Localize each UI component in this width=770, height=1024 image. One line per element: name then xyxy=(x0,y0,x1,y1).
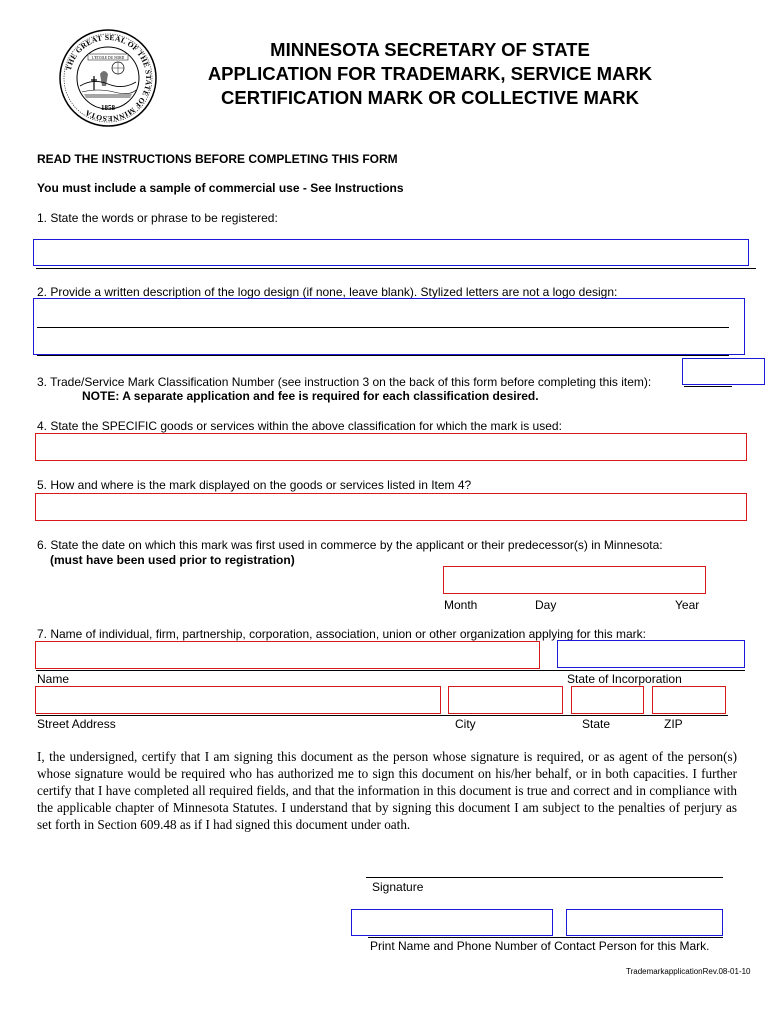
item-2-label: 2. Provide a written description of the logo design (if none, leave blank). Stylized letters are not a logo design: xyxy=(37,285,618,299)
zip-caption: ZIP xyxy=(664,717,683,731)
contact-phone-input[interactable] xyxy=(566,909,723,936)
address-underline xyxy=(36,715,728,716)
applicant-name-input[interactable] xyxy=(35,641,540,669)
seal-banner-text: L'ETOILE DU NORD xyxy=(91,56,125,60)
item-3-label: 3. Trade/Service Mark Classification Number (see instruction 3 on the back of this form before completing this item): xyxy=(37,375,652,389)
signature-label: Signature xyxy=(372,880,424,894)
date-month-label: Month xyxy=(444,598,478,612)
item-7-label: 7. Name of individual, firm, partnership, corporation, association, union or other organization applying for this mark: xyxy=(37,627,646,641)
item-6-note: (must have been used prior to registration) xyxy=(50,553,295,567)
mark-display-input[interactable] xyxy=(35,493,747,521)
form-title-line-3: CERTIFICATION MARK OR COLLECTIVE MARK xyxy=(221,87,639,108)
item-4-label: 4. State the SPECIFIC goods or services within the above classification for which the mark is used: xyxy=(37,419,562,433)
words-phrase-input[interactable] xyxy=(33,239,749,266)
state-seal-icon xyxy=(58,28,158,128)
seal-year: 1858 xyxy=(101,104,115,112)
date-year-label: Year xyxy=(675,598,700,612)
name-caption: Name xyxy=(37,672,70,686)
item-3-note: NOTE: A separate application and fee is required for each classification desired. xyxy=(82,389,539,403)
item-1-underline xyxy=(36,268,756,269)
revision-code: TrademarkapplicationRev.08-01-10 xyxy=(626,967,751,976)
name-underline xyxy=(36,670,745,671)
form-title-line-1: MINNESOTA SECRETARY OF STATE xyxy=(270,39,590,60)
item-3-underline xyxy=(684,386,732,387)
signature-line[interactable] xyxy=(366,877,723,878)
item-6-label: 6. State the date on which this mark was first used in commerce by the applicant or their predecessor(s) in Minnesota: xyxy=(37,538,663,552)
item-5-label: 5. How and where is the mark displayed on the goods or services listed in Item 4? xyxy=(37,478,472,492)
read-instructions-notice: READ THE INSTRUCTIONS BEFORE COMPLETING THIS FORM xyxy=(37,152,398,166)
city-caption: City xyxy=(455,717,476,731)
goods-services-input[interactable] xyxy=(35,433,747,461)
contact-name-input[interactable] xyxy=(351,909,553,936)
contact-label: Print Name and Phone Number of Contact Person for this Mark. xyxy=(370,939,710,953)
city-input[interactable] xyxy=(448,686,563,714)
contact-underline xyxy=(368,937,723,938)
item-2-line-2 xyxy=(37,355,729,356)
form-title-line-2: APPLICATION FOR TRADEMARK, SERVICE MARK xyxy=(207,63,653,84)
classification-number-input[interactable] xyxy=(682,358,765,385)
sample-notice: You must include a sample of commercial use - See Instructions xyxy=(37,181,404,195)
item-2-line-1 xyxy=(37,327,729,328)
first-use-date-input[interactable] xyxy=(443,566,706,594)
street-address-input[interactable] xyxy=(35,686,441,714)
state-incorporation-caption: State of Incorporation xyxy=(567,672,682,686)
date-day-label: Day xyxy=(535,598,557,612)
state-of-incorporation-input[interactable] xyxy=(557,640,745,668)
zip-input[interactable] xyxy=(652,686,726,714)
state-caption: State xyxy=(582,717,611,731)
seal-ring-text: THE GREAT SEAL OF THE STATE OF MINNESOTA xyxy=(63,32,154,124)
certification-statement: I, the undersigned, certify that I am signing this document as the person whose signature is required, or as agent of the person(s) whose signature would be required who has authorized me to sign this document on his/her behalf, or in both capacities. I further certify that I have completed all required fields, and that the information in this document is true and correct and in compliance with the applicable chapter of Minnesota Statutes. I understand that by signing this document I am subject to the penalties of perjury as set forth in Section 609.48 as if I had signed this document under oath. xyxy=(37,749,737,832)
state-input[interactable] xyxy=(571,686,644,714)
item-1-label: 1. State the words or phrase to be registered: xyxy=(37,211,278,225)
street-address-caption: Street Address xyxy=(37,717,116,731)
